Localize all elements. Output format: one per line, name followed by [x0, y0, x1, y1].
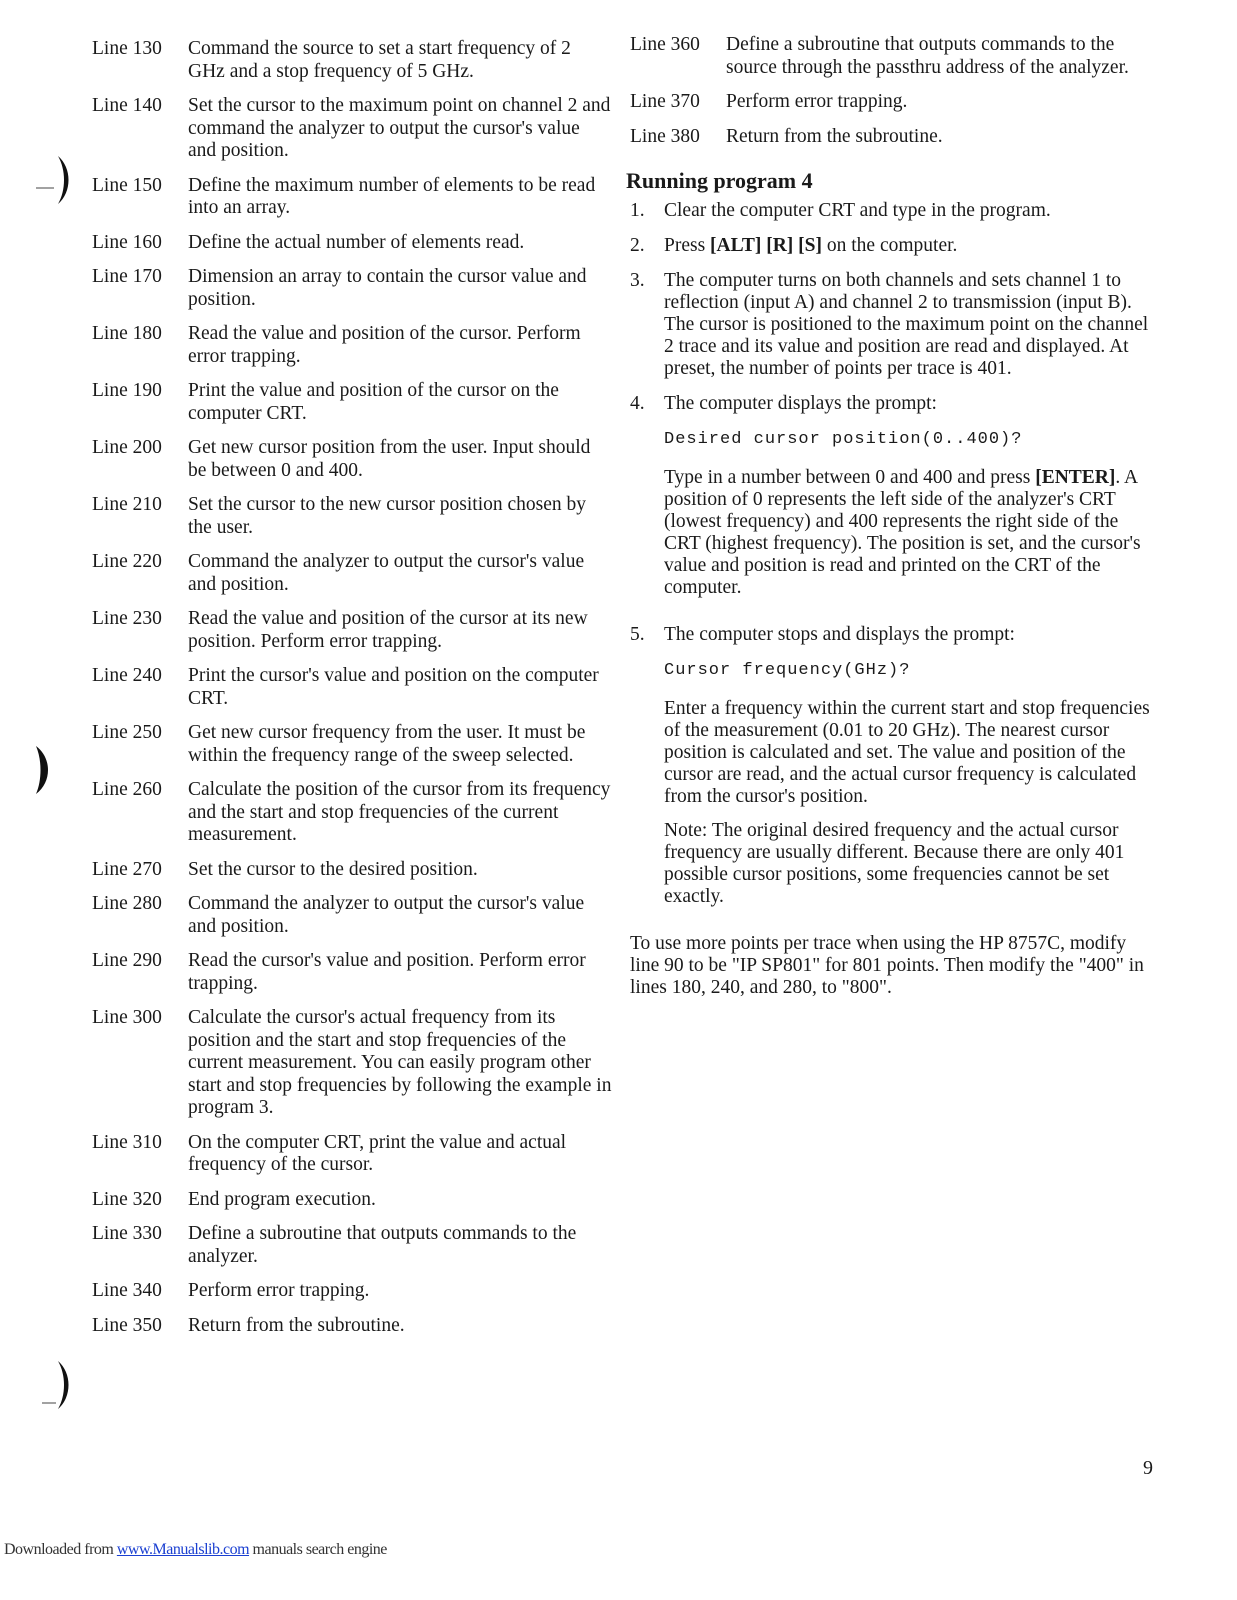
line-entry: [92, 1223, 612, 1268]
enter-key: [ENTER]: [1035, 467, 1116, 488]
line-entry: [630, 34, 1150, 79]
footer-post: manuals search engine: [249, 1541, 387, 1558]
manualslib-link[interactable]: www.Manualslib.com: [116, 1541, 250, 1558]
line-description: Read the value and position of the cursor. Perform error trapping.: [188, 323, 581, 367]
line-description: Set the cursor to the new cursor position chosen by the user.: [188, 494, 587, 538]
line-description: End program execution.: [188, 1188, 376, 1210]
left-column: [92, 38, 612, 1349]
line-number: Line 370: [630, 91, 700, 112]
step-text-pre: Type in a number between 0 and 400 and press: [664, 467, 1036, 488]
line-description: Command the analyzer to output the cursor's value and position.: [188, 893, 585, 937]
step-number: 2.: [630, 235, 645, 256]
download-footer: [4, 1541, 387, 1559]
line-number: Line 300: [92, 1007, 162, 1028]
line-description: Command the analyzer to output the cursor's value and position.: [188, 551, 585, 595]
step-number: 1.: [630, 200, 645, 221]
line-number: Line 350: [92, 1314, 162, 1336]
step-intro: The computer displays the prompt:: [664, 393, 937, 414]
step-text: The computer turns on both channels and sets channel 1 to reflection (input A) and channel 2 to transmission (input B). The cursor is positioned to the maximum point on the channel 2 trace and its value and position are read and displayed. At preset, the number of points per trace is 401.: [664, 270, 1149, 379]
step-text: Clear the computer CRT and type in the program.: [664, 200, 1051, 221]
right-column: [626, 34, 1150, 999]
step-1: [630, 200, 1150, 222]
line-entry: [92, 494, 612, 539]
line-number: Line 230: [92, 608, 162, 629]
line-description: Define a subroutine that outputs commands to the source through the passthru address of the analyzer.: [726, 34, 1129, 78]
line-description: Print the cursor's value and position on the computer CRT.: [188, 665, 599, 709]
step-3: [630, 270, 1150, 380]
line-entry: [92, 95, 612, 163]
step-number: 3.: [630, 270, 645, 291]
line-entry: [92, 779, 612, 847]
line-entry: [92, 266, 612, 311]
line-entry: [630, 126, 1150, 149]
step-2: [630, 235, 1150, 257]
footer-pre: Downloaded from: [4, 1541, 117, 1558]
line-entry: [630, 91, 1150, 114]
line-entry: [92, 859, 612, 882]
section-heading: Running program 4: [626, 168, 813, 193]
prompt-text: Cursor frequency(GHz)?: [664, 661, 911, 680]
line-entry: [92, 1280, 612, 1303]
line-description: Perform error trapping.: [726, 91, 908, 112]
step-text: [664, 235, 1150, 257]
line-entry: [92, 950, 612, 995]
line-number: Line 340: [92, 1280, 162, 1301]
line-description: Calculate the position of the cursor from its frequency and the start and stop frequencies of the current measurement.: [188, 779, 611, 845]
line-entry: [92, 1132, 612, 1177]
line-number: Line 180: [92, 323, 162, 344]
line-number: Line 260: [92, 779, 162, 800]
line-number: Line 130: [92, 38, 162, 59]
line-number: Line 280: [92, 893, 162, 914]
line-number: Line 190: [92, 380, 162, 401]
line-description: Print the value and position of the cursor on the computer CRT.: [188, 380, 559, 424]
step-intro: The computer stops and displays the prompt:: [664, 624, 1015, 645]
line-number: Line 290: [92, 950, 162, 971]
line-description: Read the value and position of the cursor at its new position. Perform error trapping.: [188, 608, 588, 652]
line-entry: [92, 437, 612, 482]
line-description: Return from the subroutine.: [726, 125, 943, 147]
line-number: Line 160: [92, 231, 162, 253]
line-entry: [92, 38, 612, 83]
step-paragraph: [664, 467, 1150, 599]
line-entry: [92, 380, 612, 425]
line-entry: [92, 893, 612, 938]
line-description: Get new cursor frequency from the user. It must be within the frequency range of the sweep selected.: [188, 722, 586, 766]
line-number: Line 330: [92, 1223, 162, 1244]
line-description: Get new cursor position from the user. Input should be between 0 and 400.: [188, 437, 591, 481]
line-description: Define the maximum number of elements to be read into an array.: [188, 174, 596, 218]
line-number: Line 170: [92, 266, 162, 287]
line-description: Define a subroutine that outputs commands to the analyzer.: [188, 1223, 577, 1267]
step-text-post: . A position of 0 represents the left side of the analyzer's CRT (lowest frequency) and 400 represents the right side of the CRT (highest frequency). The position is set, and the cursor's value and position is read and printed on the CRT of the computer.: [664, 467, 1141, 598]
line-number: Line 310: [92, 1131, 162, 1153]
line-entry: [92, 551, 612, 596]
note-paragraph: Note: The original desired frequency and the actual cursor frequency are usually different. Because there are only 401 possible cursor positions, some frequencies cannot be set exactly.: [664, 820, 1125, 907]
step-body: [664, 624, 1150, 920]
step-body: [664, 393, 1150, 611]
key-combo: [ALT] [R] [S]: [710, 235, 822, 256]
line-number: Line 210: [92, 494, 162, 515]
binder-mark-bottom: [20, 1355, 80, 1415]
line-entry: [92, 1189, 612, 1212]
line-entry: [92, 665, 612, 710]
line-description: Command the source to set a start frequency of 2 GHz and a stop frequency of 5 GHz.: [188, 38, 571, 82]
line-number: Line 150: [92, 174, 162, 196]
step-number: 4.: [630, 393, 645, 414]
line-entry: [92, 722, 612, 767]
line-description: Set the cursor to the maximum point on channel 2 and command the analyzer to output the cursor's value and position.: [188, 95, 611, 161]
line-description: Set the cursor to the desired position.: [188, 858, 478, 880]
line-description: Calculate the cursor's actual frequency from its position and the start and stop frequencies of the current measurement. You can easily program other start and stop frequencies by following the example in program 3.: [188, 1007, 612, 1118]
line-entry: [92, 175, 612, 220]
step-5: [630, 624, 1150, 920]
line-description: Perform error trapping.: [188, 1280, 370, 1301]
binder-mark-top: [20, 150, 80, 210]
line-description: Read the cursor's value and position. Perform error trapping.: [188, 950, 586, 994]
prompt-text: Desired cursor position(0..400)?: [664, 430, 1023, 449]
line-description: On the computer CRT, print the value and actual frequency of the cursor.: [188, 1131, 567, 1175]
binder-mark-middle: [20, 740, 80, 800]
line-number: Line 380: [630, 125, 700, 147]
step-text-post: on the computer.: [822, 235, 958, 256]
step-paragraph: Enter a frequency within the current start and stop frequencies of the measurement (0.01 to 20 GHz). The nearest cursor position is calculated and set. The value and position of the cursor are read, and the actual cursor frequency is calculated from the cursor's position.: [664, 698, 1150, 807]
line-number: Line 220: [92, 551, 162, 572]
line-number: Line 320: [92, 1188, 162, 1210]
line-number: Line 140: [92, 95, 162, 116]
line-number: Line 200: [92, 437, 162, 458]
line-number: Line 250: [92, 722, 162, 743]
line-entry: [92, 1315, 612, 1338]
line-number: Line 240: [92, 665, 162, 686]
closing-paragraph: To use more points per trace when using the HP 8757C, modify line 90 to be "IP SP801" for 801 points. Then modify the "400" in lines 180, 240, and 280, to "800".: [630, 933, 1144, 998]
line-entry: [92, 323, 612, 368]
step-4: [630, 393, 1150, 611]
line-description: Return from the subroutine.: [188, 1314, 405, 1336]
line-entry: [92, 232, 612, 255]
line-description: Define the actual number of elements read.: [188, 231, 525, 253]
line-entry: [92, 1007, 612, 1120]
page-number: 9: [1143, 1457, 1153, 1479]
line-entry: [92, 608, 612, 653]
line-number: Line 360: [630, 34, 700, 55]
step-text-pre: Press: [664, 235, 711, 256]
line-number: Line 270: [92, 858, 162, 880]
line-description: Dimension an array to contain the cursor value and position.: [188, 266, 587, 310]
step-number: 5.: [630, 624, 645, 645]
